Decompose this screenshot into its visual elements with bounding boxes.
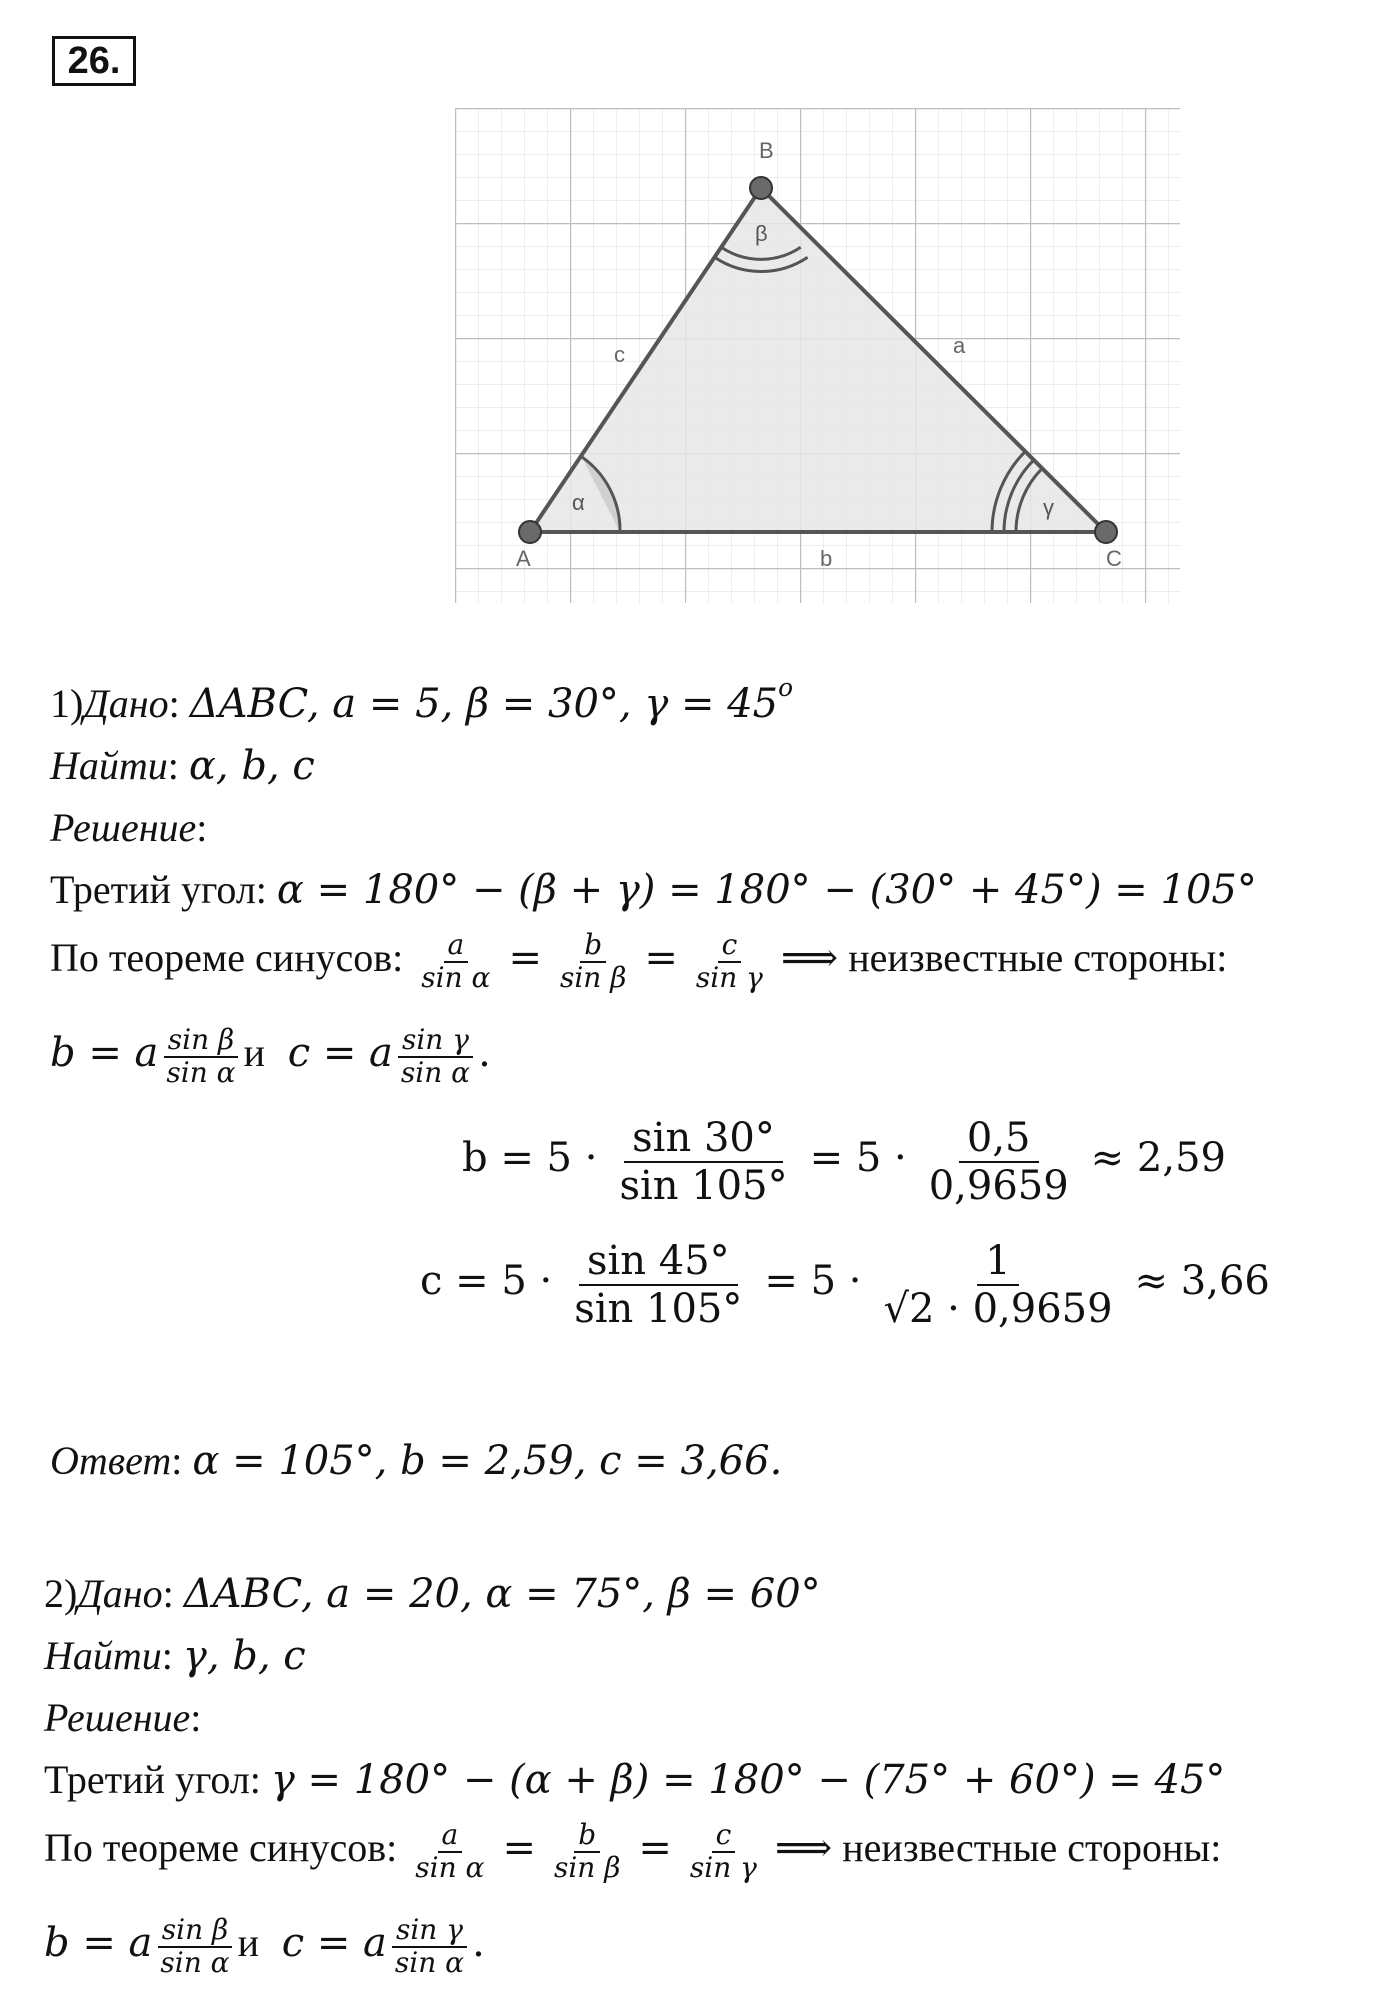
part2-given: 2)Дано: ΔABC, a = 20, α = 75°, β = 60° (44, 1571, 821, 1617)
vertex-a-point (519, 521, 541, 543)
part1-calc-b: b = 5 · $\frac{\sin 30^\circ}{\sin 105^\circ}$ = 5 · $\frac{0,5}{0,9659}$ ≈ 2,59 (462, 1115, 1226, 1209)
vertex-a-label: A (516, 546, 531, 571)
part1-find: Найти: α, b, c (50, 743, 315, 789)
part1-solution-heading: Решение: (50, 805, 208, 850)
part1-side-formulas: b = a $\frac{\text{sin β}}{\text{sin α}}$ и c = a $\frac{\text{sin γ}}{\text{sin α}}$ . (50, 1023, 491, 1089)
side-b-label: b (820, 546, 833, 571)
vertex-b-label: B (759, 138, 774, 163)
alpha-label: α (572, 490, 585, 515)
part1-law-of-sines: По теореме синусов: $\frac{a}{\text{sin α}}$ = $\frac{b}{\text{sin β}}$ = $\frac{c}{\text{sin γ}}$ ⟹ неизвестные стороны: (50, 928, 1228, 994)
vertex-c-label: C (1106, 546, 1122, 571)
beta-label: β (755, 221, 768, 246)
vertex-b-point (750, 177, 772, 199)
problem-number: 26. (52, 36, 136, 86)
vertex-c-point (1095, 521, 1117, 543)
part2-law-of-sines: По теореме синусов: $\frac{a}{\text{sin α}}$ = $\frac{b}{\text{sin β}}$ = $\frac{c}{\text{sin γ}}$ ⟹ неизвестные стороны: (44, 1818, 1222, 1884)
gamma-label: γ (1043, 495, 1054, 520)
part1-third-angle: Третий угол: α = 180° − (β + γ) = 180° − (30° + 45°) = 105° (50, 867, 1257, 913)
part1-answer: Ответ: α = 105°, b = 2,59, c = 3,66. (50, 1438, 783, 1484)
part2-side-formulas: b = a $\frac{\text{sin β}}{\text{sin α}}$ и c = a $\frac{\text{sin γ}}{\text{sin α}}$ . (44, 1913, 485, 1979)
part2-find: Найти: γ, b, c (44, 1633, 306, 1679)
triangle-diagram (455, 108, 1180, 603)
part2-solution-heading: Решение: (44, 1695, 202, 1740)
side-c-label: c (614, 342, 625, 367)
side-a-label: a (953, 333, 966, 358)
part1-calc-c: c = 5 · $\frac{\sin 45^\circ}{\sin 105^\circ}$ = 5 · $\frac{1}{√2 \cdot 0,9659}$ ≈ 3,66 (420, 1238, 1270, 1332)
part2-third-angle: Третий угол: γ = 180° − (α + β) = 180° − (75° + 60°) = 45° (44, 1757, 1226, 1803)
part1-given: 1)Дано: ΔABC, a = 5, β = 30°, $\gamma = 45^o$ (50, 672, 794, 727)
